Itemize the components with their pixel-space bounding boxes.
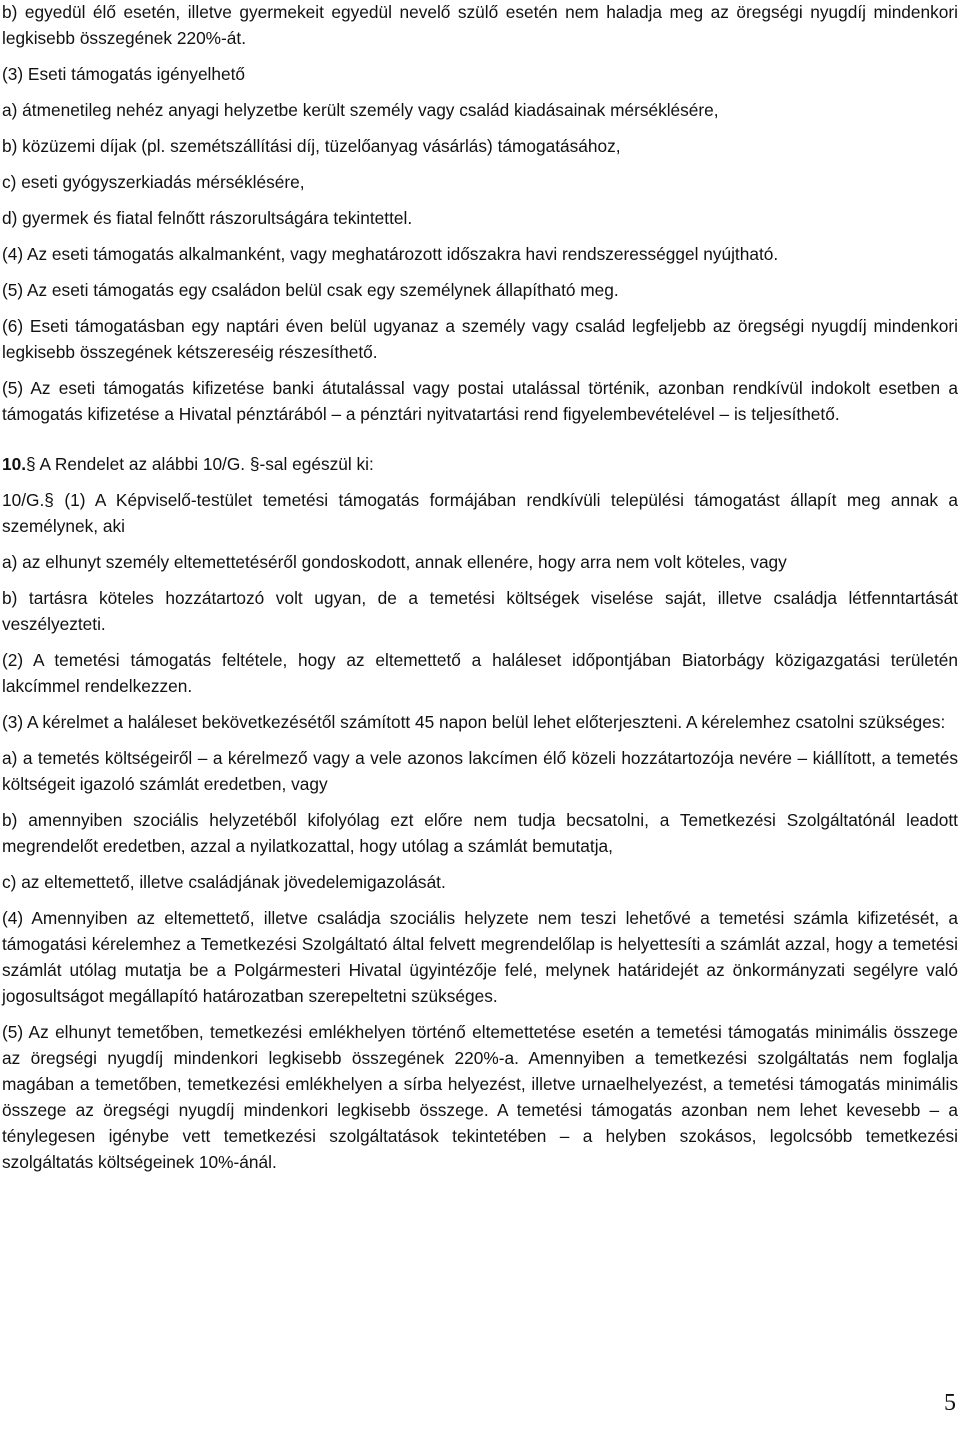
paragraph: b) egyedül élő esetén, illetve gyermekeit egyedül nevelő szülő esetén nem haladja meg az öregségi nyugdíj mindenkori legkisebb összegének 220%-át. — [2, 2, 958, 48]
paragraph: d) gyermek és fiatal felnőtt rászorultságára tekintettel. — [2, 208, 413, 228]
section-intro — [2, 487, 958, 539]
paragraph: (5) Az eseti támogatás egy családon belül csak egy személynek állapítható meg. — [2, 280, 619, 300]
paragraph: c) az eltemettető, illetve családjának jövedelemigazolását. — [2, 872, 446, 892]
section-heading — [2, 451, 958, 477]
page-number: 5 — [944, 1390, 956, 1416]
section-sign: § — [26, 454, 36, 474]
paragraph: (4) Az eseti támogatás alkalmanként, vagy meghatározott időszakra havi rendszerességgel nyújtható. — [2, 244, 779, 264]
section-number: 10. — [2, 454, 27, 474]
section-intro-prefix: 10/G. — [2, 490, 45, 510]
section-sign: § — [44, 490, 54, 510]
paragraph: (5) Az eseti támogatás kifizetése banki átutalással vagy postai utalással történik, azonban rendkívül indokolt esetben a támogatás kifizetése a Hivatal pénztárából – a pénztári nyitvatartási rend figyelembevételével – is teljesíthető. — [2, 378, 958, 424]
paragraph: a) átmenetileg nehéz anyagi helyzetbe került személy vagy család kiadásainak mérséklésére, — [2, 100, 719, 120]
section-intro-text: (1) A Képviselő-testület temetési támogatás formájában rendkívüli települési támogatást állapít meg annak a személynek, aki — [2, 490, 958, 536]
section-heading-text: -sal egészül ki: — [259, 454, 374, 474]
paragraph: b) közüzemi díjak (pl. szemétszállítási díj, tüzelőanyag vásárlás) támogatásához, — [2, 136, 621, 156]
paragraph: b) tartásra köteles hozzátartozó volt ugyan, de a temetési költségek viselése saját, illetve családja létfenntartását veszélyezteti. — [2, 588, 958, 634]
paragraph: a) az elhunyt személy eltemettetéséről gondoskodott, annak ellenére, hogy arra nem volt köteles, vagy — [2, 552, 787, 572]
section-heading-text: A Rendelet az alábbi 10/G. — [35, 454, 250, 474]
paragraph: (5) Az elhunyt temetőben, temetkezési emlékhelyen történő eltemettetése esetén a temetési támogatás minimális összege az öregségi nyugdíj mindenkori legkisebb összegének 220%-a. Amennyiben a temetkezési szolgáltatás nem foglalja magában a temetőben, temetkezési emlékhelyen a sírba helyezést, illetve urnaelhelyezést, a temetési támogatás minimális összege az öregségi nyugdíj mindenkori legkisebb összege. A temetési támogatás azonban nem lehet kevesebb – a ténylegesen igénybe vett temetkezési szolgáltatások tekintetében – a helyben szokásos, legolcsóbb temetkezési szolgáltatás költségeinek 10%-ánál. — [2, 1022, 958, 1172]
paragraph: b) amennyiben szociális helyzetéből kifolyólag ezt előre nem tudja becsatolni, a Temetkezési Szolgáltatónál leadott megrendelőt eredetben, azzal a nyilatkozattal, hogy utólag a számlát bemutatja, — [2, 810, 958, 856]
paragraph: (6) Eseti támogatásban egy naptári éven belül ugyanaz a személy vagy család legfeljebb az öregségi nyugdíj mindenkori legkisebb összegének kétszereséig részesíthető. — [2, 316, 958, 362]
section-sign: § — [249, 454, 260, 474]
paragraph: (3) A kérelmet a haláleset bekövetkezésétől számított 45 napon belül lehet előterjeszteni. A kérelemhez csatolni szükséges: — [2, 712, 946, 732]
paragraph: (3) Eseti támogatás igényelhető — [2, 64, 246, 84]
paragraph: (2) A temetési támogatás feltétele, hogy az eltemettető a haláleset időpontjában Biatorbágy közigazgatási területén lakcímmel rendelkezzen. — [2, 650, 958, 696]
paragraph: a) a temetés költségeiről – a kérelmező vagy a vele azonos lakcímen élő közeli hozzátartozója nevére – kiállított, a temetés költségeit igazoló számlát eredetben, vagy — [2, 748, 958, 794]
paragraph: c) eseti gyógyszerkiadás mérséklésére, — [2, 172, 305, 192]
paragraph: (4) Amennyiben az eltemettető, illetve családja szociális helyzete nem teszi lehetővé a temetési számla kifizetését, a támogatási kérelemhez a Temetkezési Szolgáltató által felvett megrendelőlap is helyettesíti a számlát azzal, hogy a temetési számlát utólag mutatja be a Polgármesteri Hivatal ügyintézője felé, melynek határidejét az önkormányzati segélyre való jogosultságot megállapító határozatban szerepeltetni szükséges. — [2, 908, 958, 1006]
